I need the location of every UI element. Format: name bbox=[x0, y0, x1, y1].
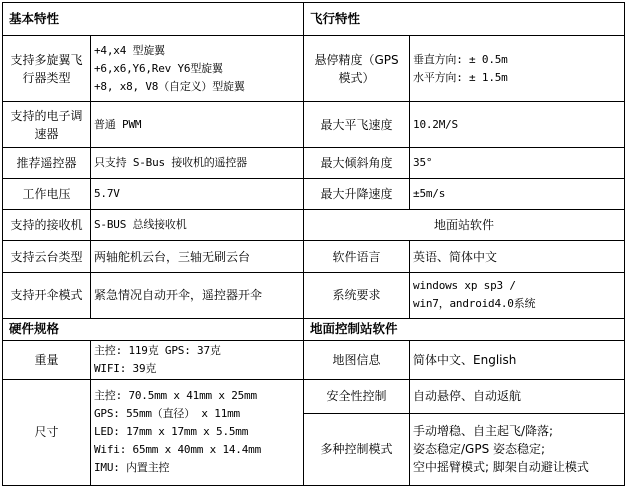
size-label: 尺寸 bbox=[3, 379, 91, 485]
table-row bbox=[3, 148, 625, 179]
max-tilt-value: 35° bbox=[410, 148, 625, 179]
size-line: 主控: 70.5mm x 41mm x 25mm bbox=[94, 389, 257, 403]
gimbal-label: 支持云台类型 bbox=[3, 241, 91, 272]
rc-value: 只支持 S-Bus 接收机的遥控器 bbox=[91, 148, 304, 179]
hover-line: 垂直方向: ± 0.5m bbox=[413, 52, 508, 66]
receiver-value: S-BUS 总线接收机 bbox=[91, 210, 304, 241]
safety-value: 自动悬停、自动返航 bbox=[410, 379, 625, 413]
voltage-label: 工作电压 bbox=[3, 179, 91, 210]
receiver-label: 支持的接收机 bbox=[3, 210, 91, 241]
system-line: win7，android4.0系统 bbox=[413, 297, 536, 311]
rc-label: 推荐遥控器 bbox=[3, 148, 91, 179]
language-value: 英语、简体中文 bbox=[410, 241, 625, 272]
gcs-header: 地面控制站软件 bbox=[304, 318, 625, 340]
section-header-row bbox=[3, 318, 625, 340]
gimbal-value: 两轴舵机云台，三轴无刷云台 bbox=[91, 241, 304, 272]
table-row bbox=[3, 102, 625, 148]
language-label: 软件语言 bbox=[304, 241, 410, 272]
max-climb-value: ±5m/s bbox=[410, 179, 625, 210]
map-label: 地图信息 bbox=[304, 340, 410, 379]
size-line: IMU: 内置主控 bbox=[94, 461, 170, 475]
table-row bbox=[3, 272, 625, 318]
multirotor-line: +8, x8, V8（自定义）型旋翼 bbox=[94, 79, 245, 93]
multirotor-line: +6,x6,Y6,Rev Y6型旋翼 bbox=[94, 61, 223, 75]
voltage-value: 5.7V bbox=[91, 179, 304, 210]
multirotor-line: +4,x4 型旋翼 bbox=[94, 43, 165, 57]
modes-label: 多种控制模式 bbox=[304, 413, 410, 485]
hardware-header: 硬件规格 bbox=[3, 318, 304, 340]
map-value: 简体中文、English bbox=[410, 340, 625, 379]
max-tilt-label: 最大倾斜角度 bbox=[304, 148, 410, 179]
table-row bbox=[3, 36, 625, 102]
flight-header: 飞行特性 bbox=[304, 3, 625, 36]
system-line: windows xp sp3 / bbox=[413, 279, 516, 293]
system-label: 系统要求 bbox=[304, 272, 410, 318]
max-speed-value: 10.2M/S bbox=[410, 102, 625, 148]
basic-header: 基本特性 bbox=[3, 3, 304, 36]
size-value bbox=[91, 379, 304, 485]
hover-line: 水平方向: ± 1.5m bbox=[413, 70, 508, 84]
section-header-row bbox=[3, 3, 625, 36]
table-row bbox=[3, 340, 625, 379]
esc-label: 支持的电子调速器 bbox=[3, 102, 91, 148]
weight-label: 重量 bbox=[3, 340, 91, 379]
multirotor-value bbox=[91, 36, 304, 102]
modes-value bbox=[410, 413, 625, 485]
multirotor-label: 支持多旋翼飞行器类型 bbox=[3, 36, 91, 102]
max-climb-label: 最大升降速度 bbox=[304, 179, 410, 210]
modes-line: 空中摇臂模式; 脚架自动避让模式 bbox=[413, 460, 589, 475]
hover-label: 悬停精度（GPS 模式） bbox=[304, 36, 410, 102]
table-row bbox=[3, 379, 625, 413]
parachute-value: 紧急情况自动开伞，遥控器开伞 bbox=[91, 272, 304, 318]
table-row bbox=[3, 179, 625, 210]
system-value bbox=[410, 272, 625, 318]
max-speed-label: 最大平飞速度 bbox=[304, 102, 410, 148]
esc-value: 普通 PWM bbox=[91, 102, 304, 148]
gcs-software-label: 地面站软件 bbox=[304, 210, 625, 241]
weight-value bbox=[91, 340, 304, 379]
table-row bbox=[3, 241, 625, 272]
table-row bbox=[3, 210, 625, 241]
modes-line: 姿态稳定/GPS 姿态稳定; bbox=[413, 442, 546, 457]
weight-line: 主控: 119克 GPS: 37克 bbox=[94, 343, 221, 357]
hover-value bbox=[410, 36, 625, 102]
spec-table bbox=[2, 2, 625, 486]
safety-label: 安全性控制 bbox=[304, 379, 410, 413]
modes-line: 手动增稳、自主起飞/降落; bbox=[413, 424, 554, 439]
size-line: LED: 17mm x 17mm x 5.5mm bbox=[94, 425, 249, 439]
size-line: GPS: 55mm（直径） x 11mm bbox=[94, 407, 240, 421]
parachute-label: 支持开伞模式 bbox=[3, 272, 91, 318]
size-line: Wifi: 65mm x 40mm x 14.4mm bbox=[94, 443, 261, 457]
weight-line: WIFI: 39克 bbox=[94, 361, 157, 375]
